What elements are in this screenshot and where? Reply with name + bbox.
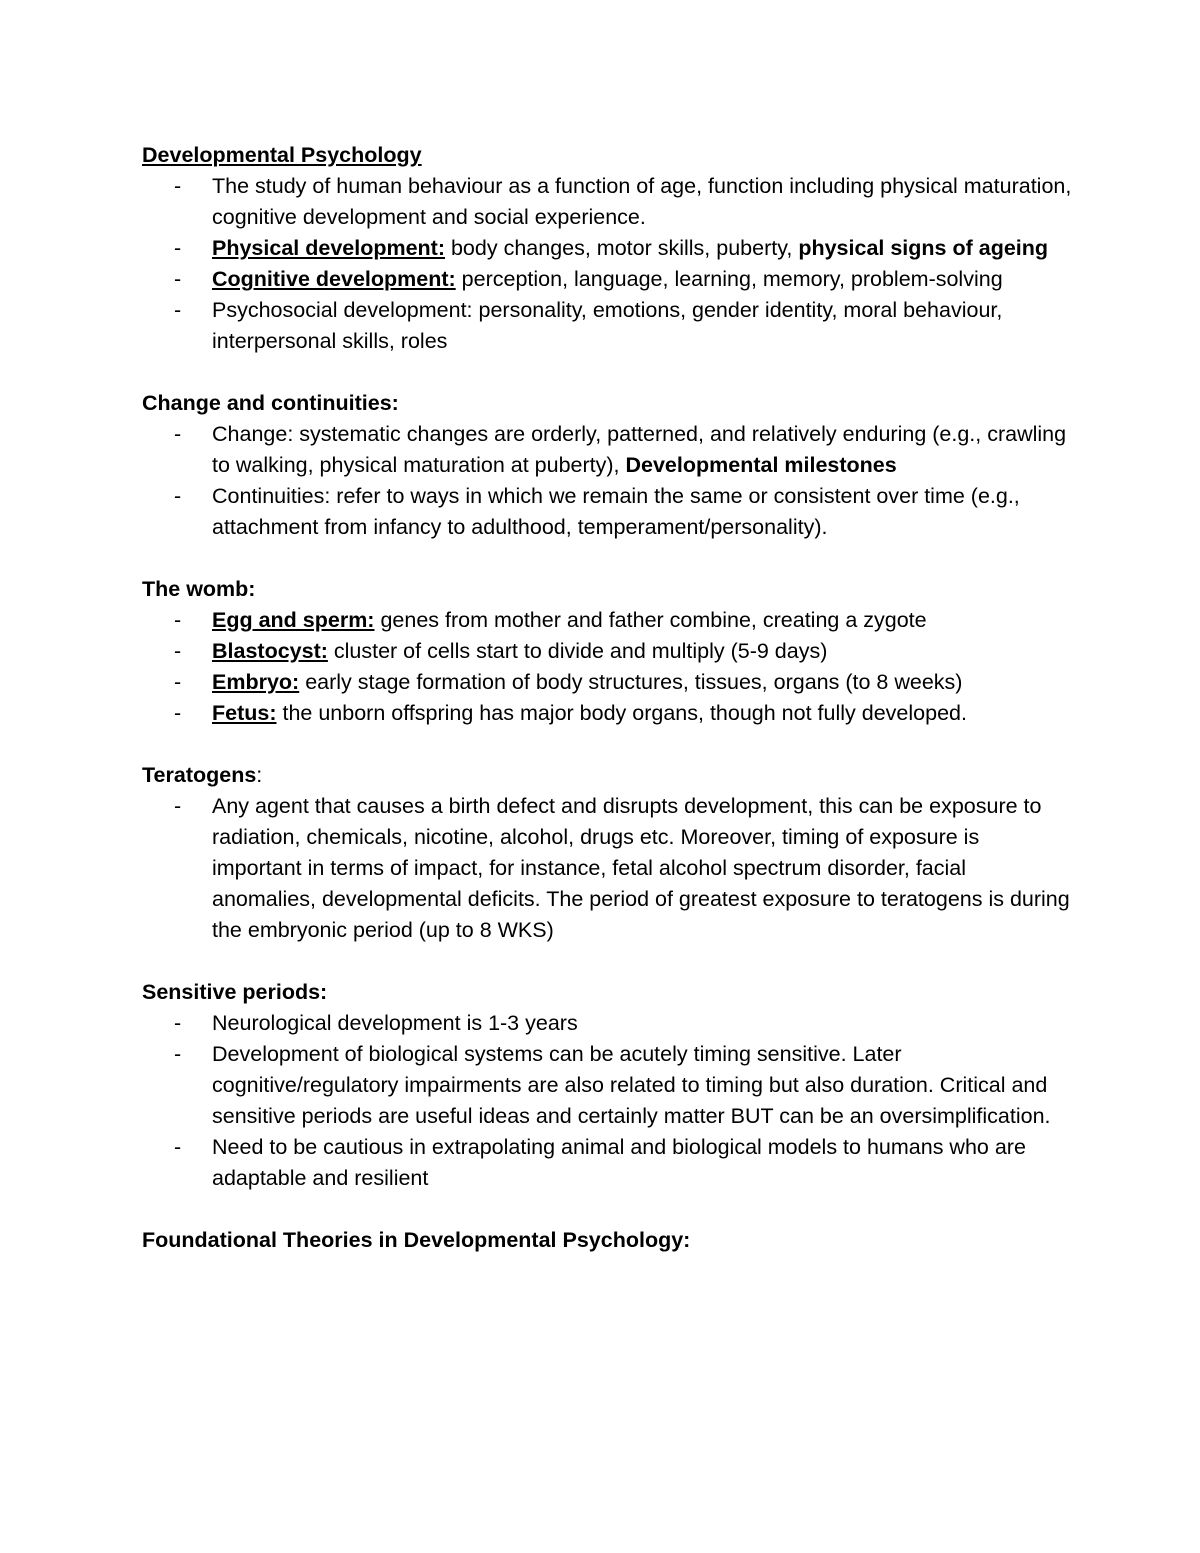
bullet-list [142,605,1072,729]
item-text: Psychosocial development: personality, emotions, gender identity, moral behaviour, interpersonal skills, roles [212,298,1003,353]
section-heading: Foundational Theories in Developmental Psychology: [142,1228,691,1252]
list-item [142,791,1072,946]
bullet-dash: - [174,701,182,725]
bullet-dash: - [174,1011,182,1035]
list-item [142,1008,1072,1039]
item-text: perception, language, learning, memory, problem-solving [455,267,1003,291]
section-change-and-continuities [142,388,1072,543]
item-term: Blastocyst: [212,639,328,663]
bullet-dash: - [174,670,182,694]
item-text: genes from mother and father combine, creating a zygote [374,608,927,632]
list-item [142,667,1072,698]
bullet-dash: - [174,298,182,322]
section-developmental-psychology [142,140,1072,357]
bullet-list [142,791,1072,946]
item-text: body changes, motor skills, puberty, [445,236,799,260]
list-item [142,295,1072,357]
section-foundational-theories [142,1225,1072,1256]
item-term: Physical development: [212,236,445,260]
list-item [142,698,1072,729]
list-item [142,605,1072,636]
bullet-list [142,419,1072,543]
item-text: Need to be cautious in extrapolating animal and biological models to humans who are adaptable and resilient [212,1135,1026,1190]
item-text: early stage formation of body structures, tissues, organs (to 8 weeks) [299,670,963,694]
item-text: Development of biological systems can be acutely timing sensitive. Later cognitive/regulatory impairments are also related to timing but also duration. Critical and sensitive periods are useful ideas and certainly matter BUT can be an oversimplification. [212,1042,1051,1128]
list-item [142,419,1072,481]
item-text: cluster of cells start to divide and multiply (5-9 days) [327,639,828,663]
bullet-list [142,1008,1072,1194]
bullet-dash: - [174,236,182,260]
list-item [142,636,1072,667]
heading-colon: : [256,763,263,787]
bullet-list [142,171,1072,357]
item-term: Egg and sperm: [212,608,375,632]
item-text: The study of human behaviour as a function of age, function including physical maturation, cognitive development and social experience. [212,174,1072,229]
item-term: Embryo: [212,670,300,694]
bullet-dash: - [174,608,182,632]
item-term: Fetus: [212,701,277,725]
item-text: Change: systematic changes are orderly, patterned, and relatively enduring (e.g., crawling to walking, physical maturation at puberty), [212,422,1067,477]
section-the-womb [142,574,1072,729]
item-strong: physical signs of ageing [798,236,1049,260]
heading-text: Teratogens [142,763,257,787]
item-strong: Developmental milestones [625,453,897,477]
bullet-dash: - [174,174,182,198]
list-item [142,233,1072,264]
bullet-dash: - [174,794,182,818]
bullet-dash: - [174,1042,182,1066]
section-heading: The womb: [142,577,256,601]
section-heading: Change and continuities: [142,391,399,415]
bullet-dash: - [174,1135,182,1159]
list-item [142,264,1072,295]
bullet-dash: - [174,422,182,446]
item-text: Continuities: refer to ways in which we remain the same or consistent over time (e.g., attachment from infancy to adulthood, temperament/personality). [212,484,1020,539]
list-item [142,1039,1072,1132]
item-text: Neurological development is 1-3 years [212,1011,578,1035]
list-item [142,481,1072,543]
section-sensitive-periods [142,977,1072,1194]
list-item [142,1132,1072,1194]
list-item [142,171,1072,233]
document-page [142,140,1072,1287]
item-text: the unborn offspring has major body organs, though not fully developed. [276,701,967,725]
item-term: Cognitive development: [212,267,456,291]
bullet-dash: - [174,267,182,291]
section-heading: Developmental Psychology [142,143,422,167]
section-heading: Sensitive periods: [142,980,328,1004]
item-text: Any agent that causes a birth defect and disrupts development, this can be exposure to radiation, chemicals, nicotine, alcohol, drugs etc. Moreover, timing of exposure is important in terms of impact, for instance, fetal alcohol spectrum disorder, facial anomalies, developmental deficits. The period of greatest exposure to teratogens is during the embryonic period (up to 8 WKS) [212,794,1070,942]
bullet-dash: - [174,639,182,663]
section-teratogens [142,760,1072,946]
section-heading [142,760,1072,791]
bullet-dash: - [174,484,182,508]
